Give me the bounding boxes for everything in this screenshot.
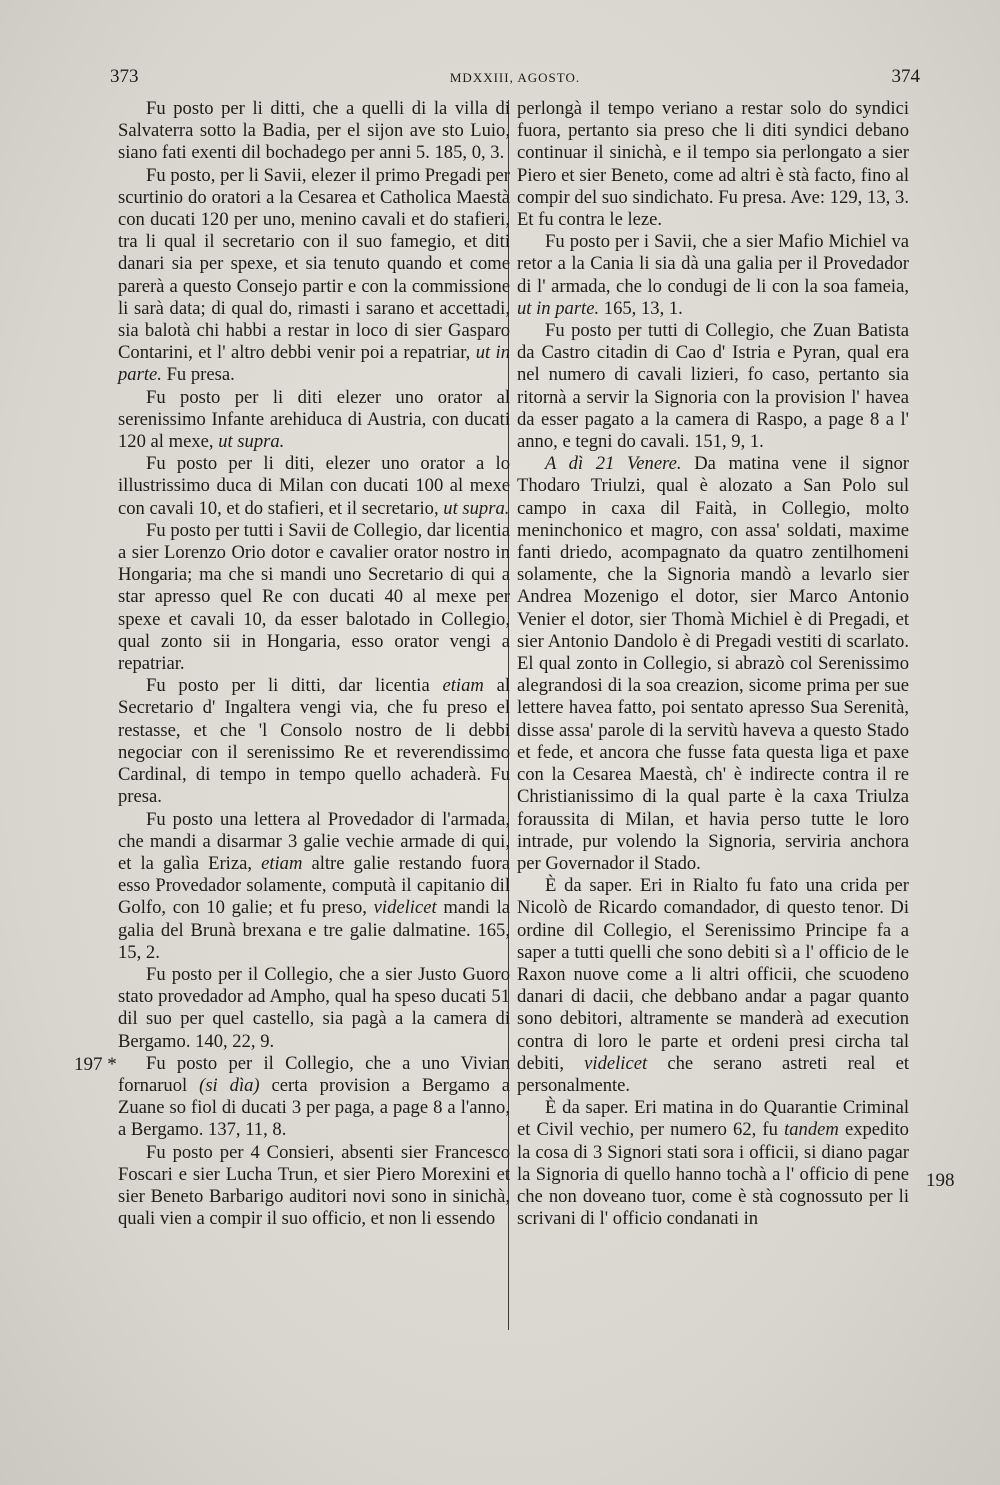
italic-phrase: videlicet bbox=[584, 1052, 648, 1074]
paragraph-text: expedito la cosa di 3 Signori stati sora i officii, si diano pagar la Signoria di quello hanno tochà a l' officio di pene che non doveano tuor, come è stà cognossuto per li scrivani di l' officio condanati in bbox=[517, 1119, 909, 1230]
margin-note-right: 198 bbox=[926, 1170, 955, 1191]
paragraph bbox=[517, 1097, 909, 1230]
paragraph bbox=[118, 675, 510, 808]
paragraph bbox=[118, 165, 510, 387]
italic-phrase: tandem bbox=[784, 1119, 839, 1141]
paragraph-text: certa provision a Bergamo a Zuane so fiol di ducati 3 per paga, a page 8 a l'anno, a Bergamo. 137, 11, 8. bbox=[118, 1074, 510, 1141]
italic-phrase: ut supra. bbox=[218, 431, 285, 453]
paragraph bbox=[118, 964, 510, 1053]
paragraph bbox=[118, 809, 510, 964]
italic-phrase: ut supra. bbox=[443, 497, 510, 519]
paragraph-text: Fu posto per li ditti, dar licentia bbox=[146, 675, 430, 697]
paragraph bbox=[517, 875, 909, 1097]
paragraph-text: È da saper. Eri matina in do Quarantie Criminal et Civil vechio, per numero 62, fu bbox=[517, 1097, 909, 1141]
paragraph-text: Fu presa. bbox=[166, 364, 235, 386]
italic-phrase: etiam bbox=[442, 675, 484, 697]
paragraph-text: Fu posto per i Savii, che a sier Mafio Michiel va retor a la Cania li sia dà una galia per il Provedador di l' armada, che lo condugi de li con la soa fameia, bbox=[517, 231, 909, 297]
paragraph bbox=[118, 387, 510, 454]
paragraph bbox=[517, 453, 909, 875]
running-title: MDXXIII, AGOSTO. bbox=[449, 70, 581, 85]
italic-phrase: (si dìa) bbox=[199, 1074, 260, 1096]
paragraph bbox=[118, 1053, 510, 1142]
paragraph bbox=[118, 98, 510, 165]
italic-phrase: videlicet bbox=[373, 897, 437, 919]
paragraph bbox=[517, 320, 909, 453]
paragraph-text: Fu posto per li diti, elezer uno orator a lo illustrissimo duca di Milan con ducati 100 al mexe con cavali 10, et do stafieri, et il secretario, bbox=[118, 453, 510, 519]
left-column bbox=[118, 98, 510, 1230]
paragraph-text: Fu posto una lettera al Provedador di l'armada, che mandi a disarmar 3 galie vechie armade di qui, et la galìa Eriza, bbox=[118, 808, 510, 874]
paragraph-text: Da matina vene il signor Thodaro Triulzi, qual è alozato a San Polo sul campo in caxa dil Faità, in Collegio, molto meninchonico et magro, con assa' soldati, maxime fanti driedo, acompagnato da quatro zentilhomeni solamente, che la Signoria mandò a levarlo sier Andrea Mozenigo el dotor, sier Marco Antonio Venier el dotor, sier Thomà Michiel è di Pregadi, et sier Antonio Dandolo è di Pregadi vestiti di scarlato. El qual zonto in Collegio, si abrazò col Serenissimo alegrandosi di la soa creazion, sicome prima per sue lettere havea fatto, poi sentato apresso Sua Serenità, disse assa' parole di la servitù haveva a questo Stado et fede, et ancora che fusse fata questa liga et paxe con la Cesarea Maestà, ch' è indirecte contra il re Christianissimo di la qual parte è la caxa Triulza foraussita di Milan, et havia perso tutte le loro intrade, pur volendo la Signoria, serviria anchora per Governador il Stado. bbox=[517, 453, 909, 874]
paragraph-text: al Secretario d' Ingaltera vengi via, che fu preso el restasse, et che 'l Consolo nostro de li debbi negociar con il serenissimo Re et reverendissimo Cardinal, di tempo in tempo quello achaderà. Fu presa. bbox=[118, 675, 510, 808]
italic-phrase: etiam bbox=[261, 852, 303, 874]
paragraph bbox=[118, 1142, 510, 1231]
date-heading: A dì 21 Venere. bbox=[545, 453, 682, 475]
paragraph-text: perlongà il tempo veriano a restar solo do syndici fuora, pertanto sia preso che li diti syndici debano continuar il sinichà, e il tempo sia perlongato a sier Piero et sier Beneto, come ad altri è stà facto, fino al compir del suo sindichato. Fu presa. Ave: 129, 13, 3. Et fu contra le leze. bbox=[517, 98, 909, 231]
paragraph bbox=[118, 520, 510, 675]
page-number-left: 373 bbox=[110, 66, 139, 87]
paragraph-text: Fu posto per tutti di Collegio, che Zuan Batista da Castro citadin di Cao d' Istria e Pyran, qual era nel numero di cavali lizieri, fo caso, pertanto sia ritornà a servir la Signoria con la provision l' havea da esser pagato a la camera di Raspo, a page 8 a l' anno, e tegni do cavali. 151, 9, 1. bbox=[517, 320, 909, 453]
italic-phrase: ut in parte. bbox=[517, 297, 600, 319]
paragraph-text: Fu posto per 4 Consieri, absenti sier Francesco Foscari e sier Lucha Trun, et sier Piero Morexini et sier Beneto Barbarigo auditori novi sono in sinichà, quali vien a compir il suo officio, et non li essendo bbox=[118, 1141, 510, 1230]
paragraph-text: Fu posto per li ditti, che a quelli di la villa di Salvaterra sotto la Badia, per el sijon ave sto Luio, siano fati exenti dil bochadego per anni 5. 185, 0, 3. bbox=[118, 98, 510, 164]
margin-note-left: 197 * bbox=[74, 1054, 117, 1075]
paragraph-text: che serano astreti real et personalmente. bbox=[517, 1052, 910, 1096]
paragraph-text: altre galie restando fuora esso Provedador solamente, computà il capitanio dil Golfo, con 10 galie; et fu preso, bbox=[118, 852, 510, 919]
paragraph-text: Fu posto per il Collegio, che a sier Justo Guoro stato provedador ad Ampho, qual ha speso ducati 51 dil suo per quel castello, sia pagà a la camera di Bergamo. 140, 22, 9. bbox=[118, 963, 510, 1052]
paragraph-text: È da saper. Eri in Rialto fu fato una crida per Nicolò de Ricardo comandador, di questo tenor. Di ordine dil Collegio, el Serenissimo Principe fa a saper a tutti quelli che sono debiti sì a l' officio de le Raxon nuove come a li altri officii, che scuodeno danari di dacii, che debbano andar a pagar quanto sono debitori, altramente se manderà ad execution contra di loro le parte et ordeni presi circha tal debiti, bbox=[517, 875, 909, 1074]
paragraph-text: Fu posto per li diti elezer uno orator al serenissimo Infante arehiduca di Austria, con ducati 120 al mexe, bbox=[118, 386, 510, 453]
paragraph-text: mandi la galia del Brunà brexana e tre galie dalmatine. 165, 15, 2. bbox=[118, 897, 511, 963]
paragraph-text: 165, 13, 1. bbox=[603, 297, 683, 319]
paragraph-text: Fu posto per tutti i Savii de Collegio, dar licentia a sier Lorenzo Orio dotor e cavalier orator nostro in Hongaria; ma che si mandi uno Secretario di qui a star apresso quel Re con ducati 40 al mexe per spexe et cavali 10, da esser balotado in Collegio, qual zonto sii in Hongaria, esso orator vengi a repatriar. bbox=[118, 519, 510, 675]
page-number-right: 374 bbox=[891, 66, 920, 87]
running-head bbox=[110, 66, 920, 96]
paragraph bbox=[517, 231, 909, 320]
italic-phrase: ut in parte. bbox=[118, 342, 510, 386]
paragraph bbox=[118, 453, 510, 520]
paragraph-text: Fu posto per il Collegio, che a uno Vivian fornaruol bbox=[118, 1052, 510, 1096]
paragraph bbox=[517, 98, 909, 231]
paragraph-text: Fu posto, per li Savii, elezer il primo Pregadi per scurtinio do oratori a la Cesarea et Catholica Maestà con ducati 120 per uno, menino cavali et do stafieri, tra li qual il secretario con il suo famegio, et diti danari sia per spexe, et sia tenuto quando et come parerà a questo Consejo partir e con la commissione li sarà data; di qual do, rimasti i sarano et accettadi, sia balotà chi habbi a restar in loco di sier Gasparo Contarini, et l' altro debbi venir poi a repatriar, bbox=[118, 164, 510, 364]
right-column bbox=[517, 98, 909, 1230]
